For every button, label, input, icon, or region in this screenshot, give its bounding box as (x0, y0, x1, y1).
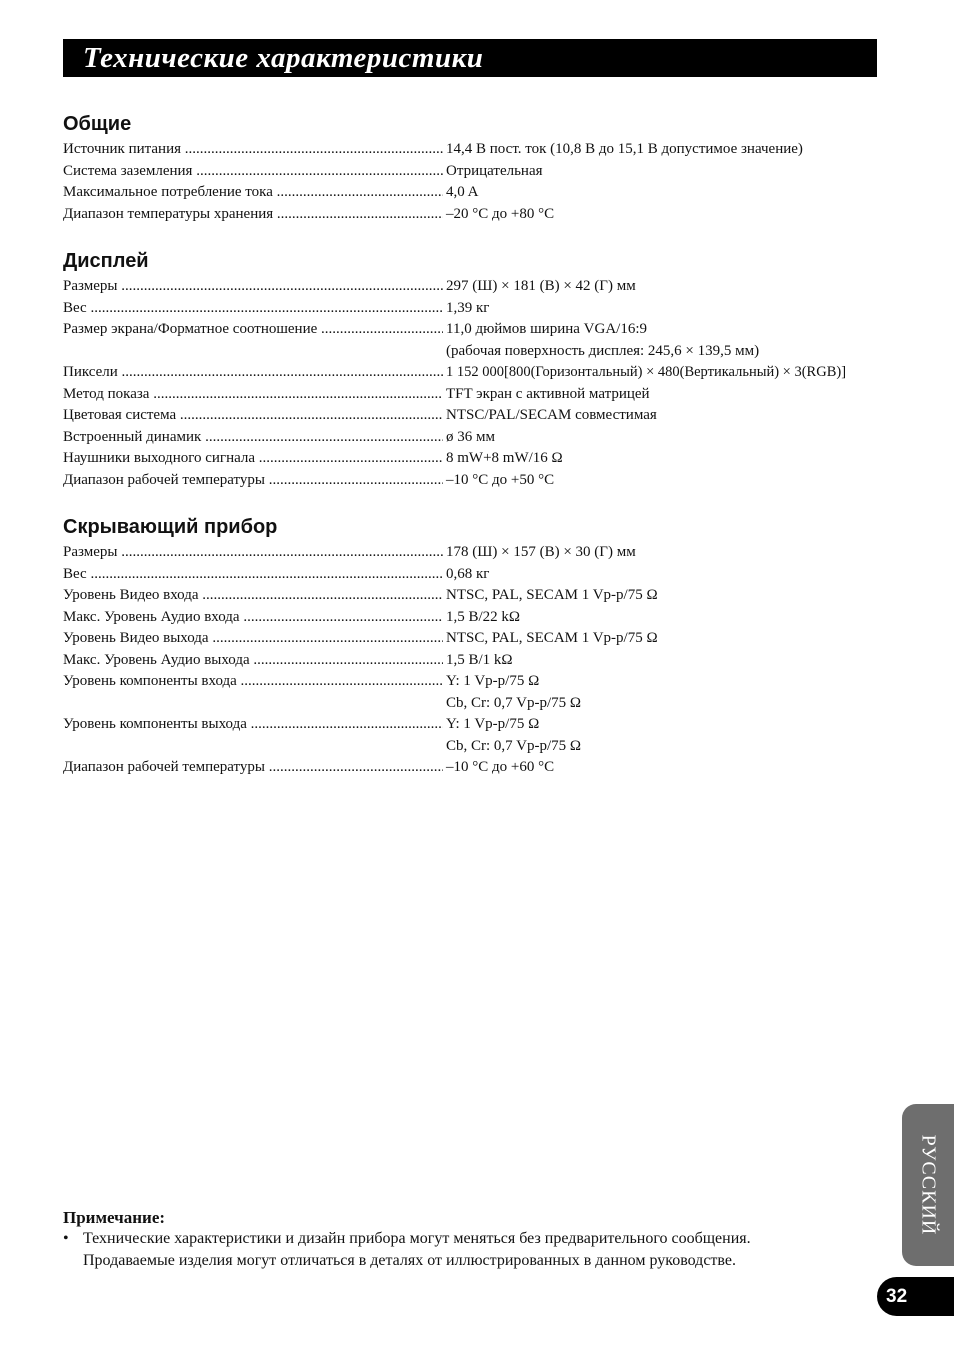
spec-value: TFT экран с активной матрицей (446, 385, 650, 402)
language-tab-label: РУССКИЙ (917, 1134, 940, 1236)
spec-value: 1 152 000[800(Горизонтальный) × 480(Вертикальный) × 3(RGB)] (446, 364, 847, 380)
spec-row (63, 161, 893, 183)
spec-value: 178 (Ш) × 157 (В) × 30 (Г) мм (446, 544, 636, 560)
spec-label: Метод показа ..... (63, 384, 443, 406)
spec-list (63, 542, 893, 779)
spec-row (63, 585, 893, 607)
spec-row (63, 542, 893, 564)
spec-label: Уровень Видео входа ..... (63, 585, 443, 607)
section-heading: Общие (63, 113, 132, 135)
spec-row (63, 276, 893, 298)
spec-label: Размеры ..... (63, 542, 443, 564)
spec-label: Макс. Уровень Аудио выхода ..... (63, 650, 443, 672)
spec-row (63, 204, 893, 226)
spec-row (63, 564, 893, 586)
spec-value: 1,5 В/22 kΩ (446, 608, 521, 625)
spec-value: 8 mW+8 mW/16 Ω (446, 450, 563, 466)
section-general (63, 110, 893, 225)
spec-label: Максимальное потребление тока ..... (63, 182, 443, 204)
spec-row-continuation (63, 341, 893, 363)
spec-value: 1,39 кг (446, 299, 490, 316)
spec-label: Система заземления ..... (63, 161, 443, 183)
note-line: Продаваемые изделия могут отличаться в деталях от иллюстрированных в данном руководстве. (83, 1252, 736, 1269)
spec-value: 11,0 дюймов ширина VGA/16:9 (446, 321, 648, 337)
spec-value: 14,4 В пост. ток (10,8 В до 15,1 В допустимое значение) (446, 141, 803, 157)
spec-list (63, 139, 893, 225)
spec-value: (рабочая поверхность дисплея: 245,6 × 139,5 мм) (446, 342, 760, 359)
spec-value: Отрицательная (446, 162, 543, 179)
spec-row (63, 470, 893, 492)
spec-value: Cb, Cr: 0,7 Vp-p/75 Ω (446, 737, 582, 754)
spec-row (63, 671, 893, 693)
spec-label: Источник питания ..... (63, 139, 443, 161)
spec-label: Встроенный динамик ..... (63, 427, 443, 449)
page-number: 32 (877, 1277, 954, 1316)
spec-value: Y: 1 Vp-p/75 Ω (446, 716, 540, 732)
spec-row-continuation (63, 693, 893, 715)
spec-label: Диапазон температуры хранения ..... (63, 204, 443, 226)
spec-row (63, 714, 893, 736)
spec-label: Пиксели ..... (63, 362, 443, 384)
spec-value: NTSC/PAL/SECAM совместимая (446, 407, 657, 423)
spec-row (63, 448, 893, 470)
spec-row-continuation (63, 736, 893, 758)
spec-row (63, 182, 893, 204)
spec-value: Y: 1 Vp-p/75 Ω (446, 673, 540, 689)
spec-row (63, 384, 893, 406)
section-heading: Дисплей (63, 250, 149, 272)
spec-row (63, 362, 893, 384)
note-heading: Примечание: (63, 1208, 166, 1227)
spec-row (63, 628, 893, 650)
language-tab (902, 1104, 954, 1266)
section-display (63, 247, 893, 491)
spec-label: Уровень Видео выхода ..... (63, 628, 443, 650)
spec-value: 4,0 A (446, 184, 479, 200)
spec-label: Размер экрана/Форматное соотношение ..... (63, 319, 443, 341)
spec-row (63, 319, 893, 341)
spec-row (63, 650, 893, 672)
spec-value: 297 (Ш) × 181 (В) × 42 (Г) мм (446, 278, 636, 294)
section-heading: Скрывающий прибор (63, 516, 278, 538)
note-line: Технические характеристики и дизайн прибора могут меняться без предварительного сообщения. (83, 1230, 751, 1247)
spec-value: 0,68 кг (446, 565, 490, 582)
spec-value: –20 °C до +80 °C (446, 205, 555, 222)
spec-label: Диапазон рабочей температуры ..... (63, 470, 443, 492)
spec-label: Макс. Уровень Аудио входа ..... (63, 607, 443, 629)
spec-value: Cb, Cr: 0,7 Vp-p/75 Ω (446, 694, 582, 711)
spec-label: Наушники выходного сигнала ..... (63, 448, 443, 470)
spec-value: NTSC, PAL, SECAM 1 Vp-p/75 Ω (446, 630, 658, 646)
spec-label: Уровень компоненты входа ..... (63, 671, 443, 693)
spec-label: Цветовая система ..... (63, 405, 443, 427)
spec-row (63, 757, 893, 779)
spec-row (63, 607, 893, 629)
section-hide-away-unit (63, 513, 893, 779)
spec-label: Размеры ..... (63, 276, 443, 298)
note-bullet: • (63, 1230, 69, 1247)
spec-value: –10 °C до +50 °C (446, 471, 555, 488)
spec-value: ø 36 мм (446, 428, 495, 445)
spec-value: 1,5 В/1 kΩ (446, 651, 513, 668)
page-title: Технические характеристики (63, 39, 877, 77)
spec-value: NTSC, PAL, SECAM 1 Vp-p/75 Ω (446, 587, 658, 603)
spec-row (63, 427, 893, 449)
spec-label: Диапазон рабочей температуры ..... (63, 757, 443, 779)
spec-row (63, 405, 893, 427)
note-body (63, 1228, 863, 1272)
spec-value: –10 °C до +60 °C (446, 759, 555, 775)
spec-row (63, 139, 893, 161)
spec-label: Вес ..... (63, 298, 443, 320)
spec-label: Вес ..... (63, 564, 443, 586)
spec-row (63, 298, 893, 320)
spec-list (63, 276, 893, 491)
spec-label: Уровень компоненты выхода ..... (63, 714, 443, 736)
